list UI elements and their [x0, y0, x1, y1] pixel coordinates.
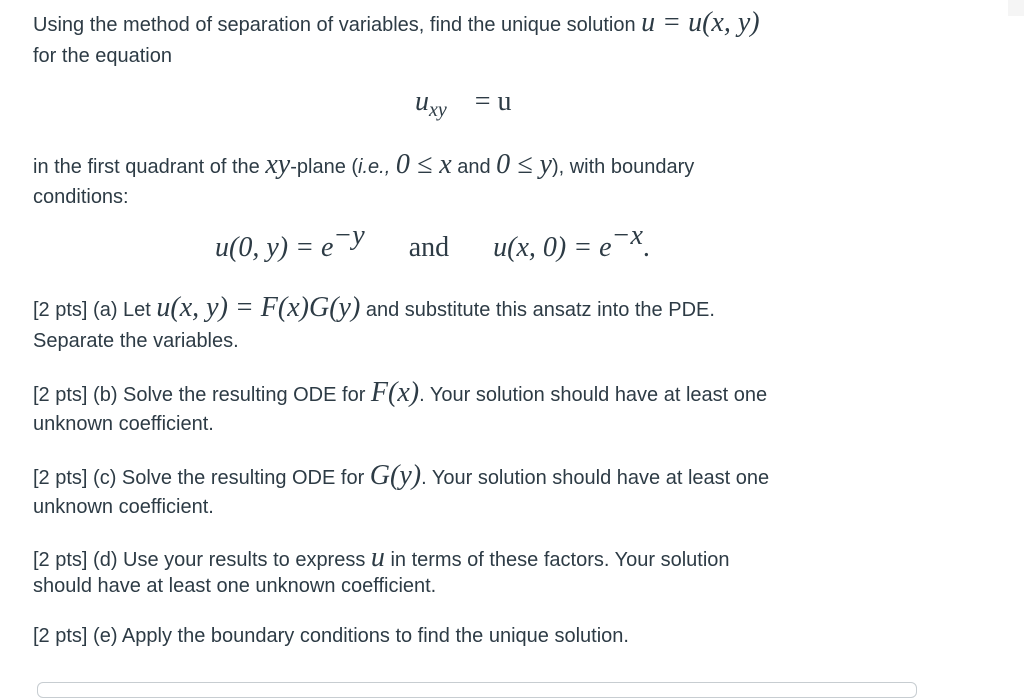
part-d-prefix: [2 pts] (d) Use your results to express — [33, 549, 371, 571]
part-c-line-2: unknown coefficient. — [33, 496, 214, 518]
bc-right-exp: −x — [611, 220, 643, 251]
part-c-suffix: . Your solution should have at least one — [421, 467, 770, 489]
part-a-line-1 — [33, 293, 715, 325]
part-c-prefix: [2 pts] (c) Solve the resulting ODE for — [33, 467, 370, 489]
part-a-line-2: Separate the variables. — [33, 330, 239, 352]
part-b-math: F(x) — [370, 377, 420, 408]
domain-ineq-y: 0 ≤ y — [496, 149, 552, 180]
domain-after: ), with boundary — [551, 156, 695, 178]
part-b-line-1 — [33, 378, 767, 410]
intro-math: u = u(x, y) — [641, 7, 760, 38]
part-d-suffix: in terms of these factors. Your solution — [384, 549, 730, 571]
pde-rhs: = u — [474, 86, 512, 117]
part-b-line-2: unknown coefficient. — [33, 413, 214, 435]
part-d-line-2: should have at least one unknown coefficient. — [33, 575, 437, 597]
bc-right: u(x, 0) = e — [493, 232, 612, 263]
part-c-line-1 — [33, 461, 769, 493]
boundary-conditions — [215, 220, 650, 264]
part-d-math: u — [370, 542, 385, 573]
pde-lhs-subscript: xy — [429, 99, 447, 121]
intro-line-2: for the equation — [33, 45, 172, 67]
bc-left: u(0, y) = e — [215, 232, 334, 263]
part-a-suffix: and substitute this ansatz into the PDE. — [360, 299, 715, 321]
part-b-suffix: . Your solution should have at least one — [419, 384, 768, 406]
domain-line-1 — [33, 150, 694, 182]
part-e: [2 pts] (e) Apply the boundary conditions to find the unique solution. — [33, 625, 629, 647]
domain-after-xy: -plane ( — [290, 156, 359, 178]
part-c-math: G(y) — [369, 460, 422, 491]
bc-left-exp: −y — [333, 220, 365, 251]
bc-end: . — [642, 232, 650, 263]
intro-text: Using the method of separation of variables, find the unique solution — [33, 14, 642, 36]
pde-lhs: u — [415, 86, 429, 117]
corner-shade — [1008, 0, 1024, 16]
domain-ineq-x: 0 ≤ x — [395, 149, 452, 180]
pde-equation — [415, 86, 512, 121]
part-a-prefix: [2 pts] (a) Let — [33, 299, 157, 321]
answer-box[interactable] — [37, 682, 917, 698]
bc-and: and — [408, 232, 450, 263]
part-a-math: u(x, y) = F(x)G(y) — [156, 292, 361, 323]
intro-line-1 — [33, 8, 760, 40]
domain-line-2: conditions: — [33, 186, 129, 208]
domain-and: and — [451, 156, 497, 178]
domain-ie: i.e., — [358, 156, 391, 178]
part-b-prefix: [2 pts] (b) Solve the resulting ODE for — [33, 384, 371, 406]
domain-xy: xy — [265, 149, 291, 180]
domain-text-before: in the first quadrant of the — [33, 156, 266, 178]
